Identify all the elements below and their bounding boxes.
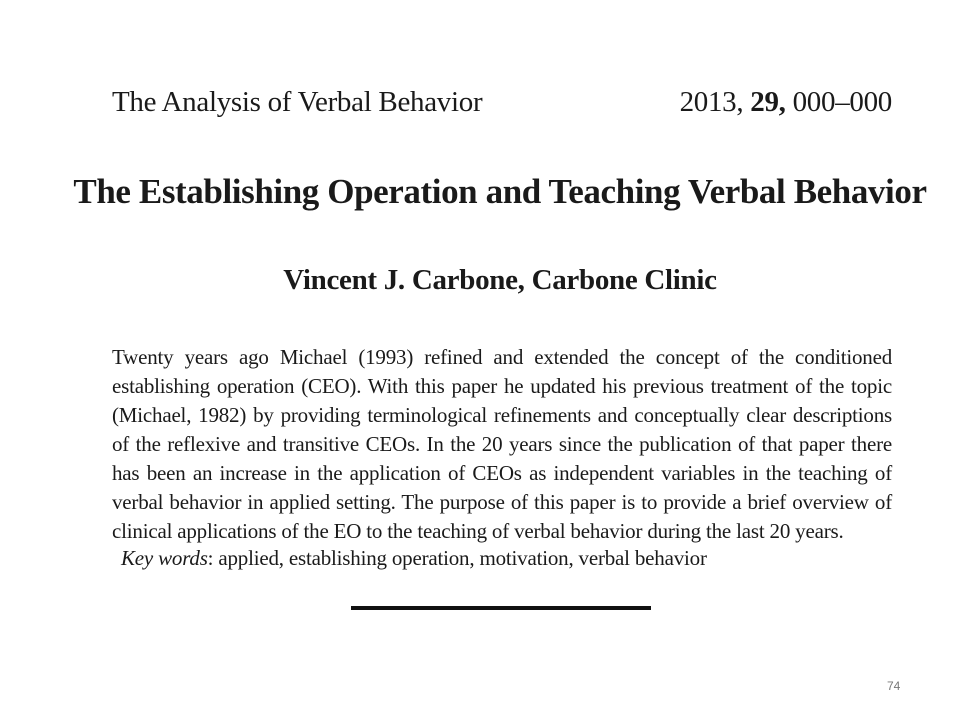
slide-number: 74 [887,679,901,693]
keywords-terms: applied, establishing operation, motivation, verbal behavior [213,546,707,570]
author-line: Vincent J. Carbone, Carbone Clinic [283,264,717,296]
volume: 29, [750,86,786,118]
keywords-line [121,546,707,571]
keywords-label: Key words [121,546,208,570]
abstract-text: Twenty years ago Michael (1993) refined and extended the concept of the conditioned establishing operation (CEO). With this paper he updated his previous treatment of the topic (Michael, 1982) by providing terminological refinements and conceptually clear descriptions of the reflexive and transitive CEOs. In the 20 years since the publication of that paper there has been an increase in the application of CEOs as independent variables in the teaching of verbal behavior in applied setting. The purpose of this paper is to provide a brief overview of clinical applications of the EO to the teaching of verbal behavior during the last 20 years. [112,345,892,543]
journal-name: The Analysis of Verbal Behavior [112,86,483,118]
pages: 000–000 [792,86,892,118]
keywords-separator: : [207,546,214,570]
divider-rule [351,606,651,610]
paper-title: The Establishing Operation and Teaching Verbal Behavior [73,172,927,211]
citation [680,86,892,119]
year: 2013, [679,86,744,118]
